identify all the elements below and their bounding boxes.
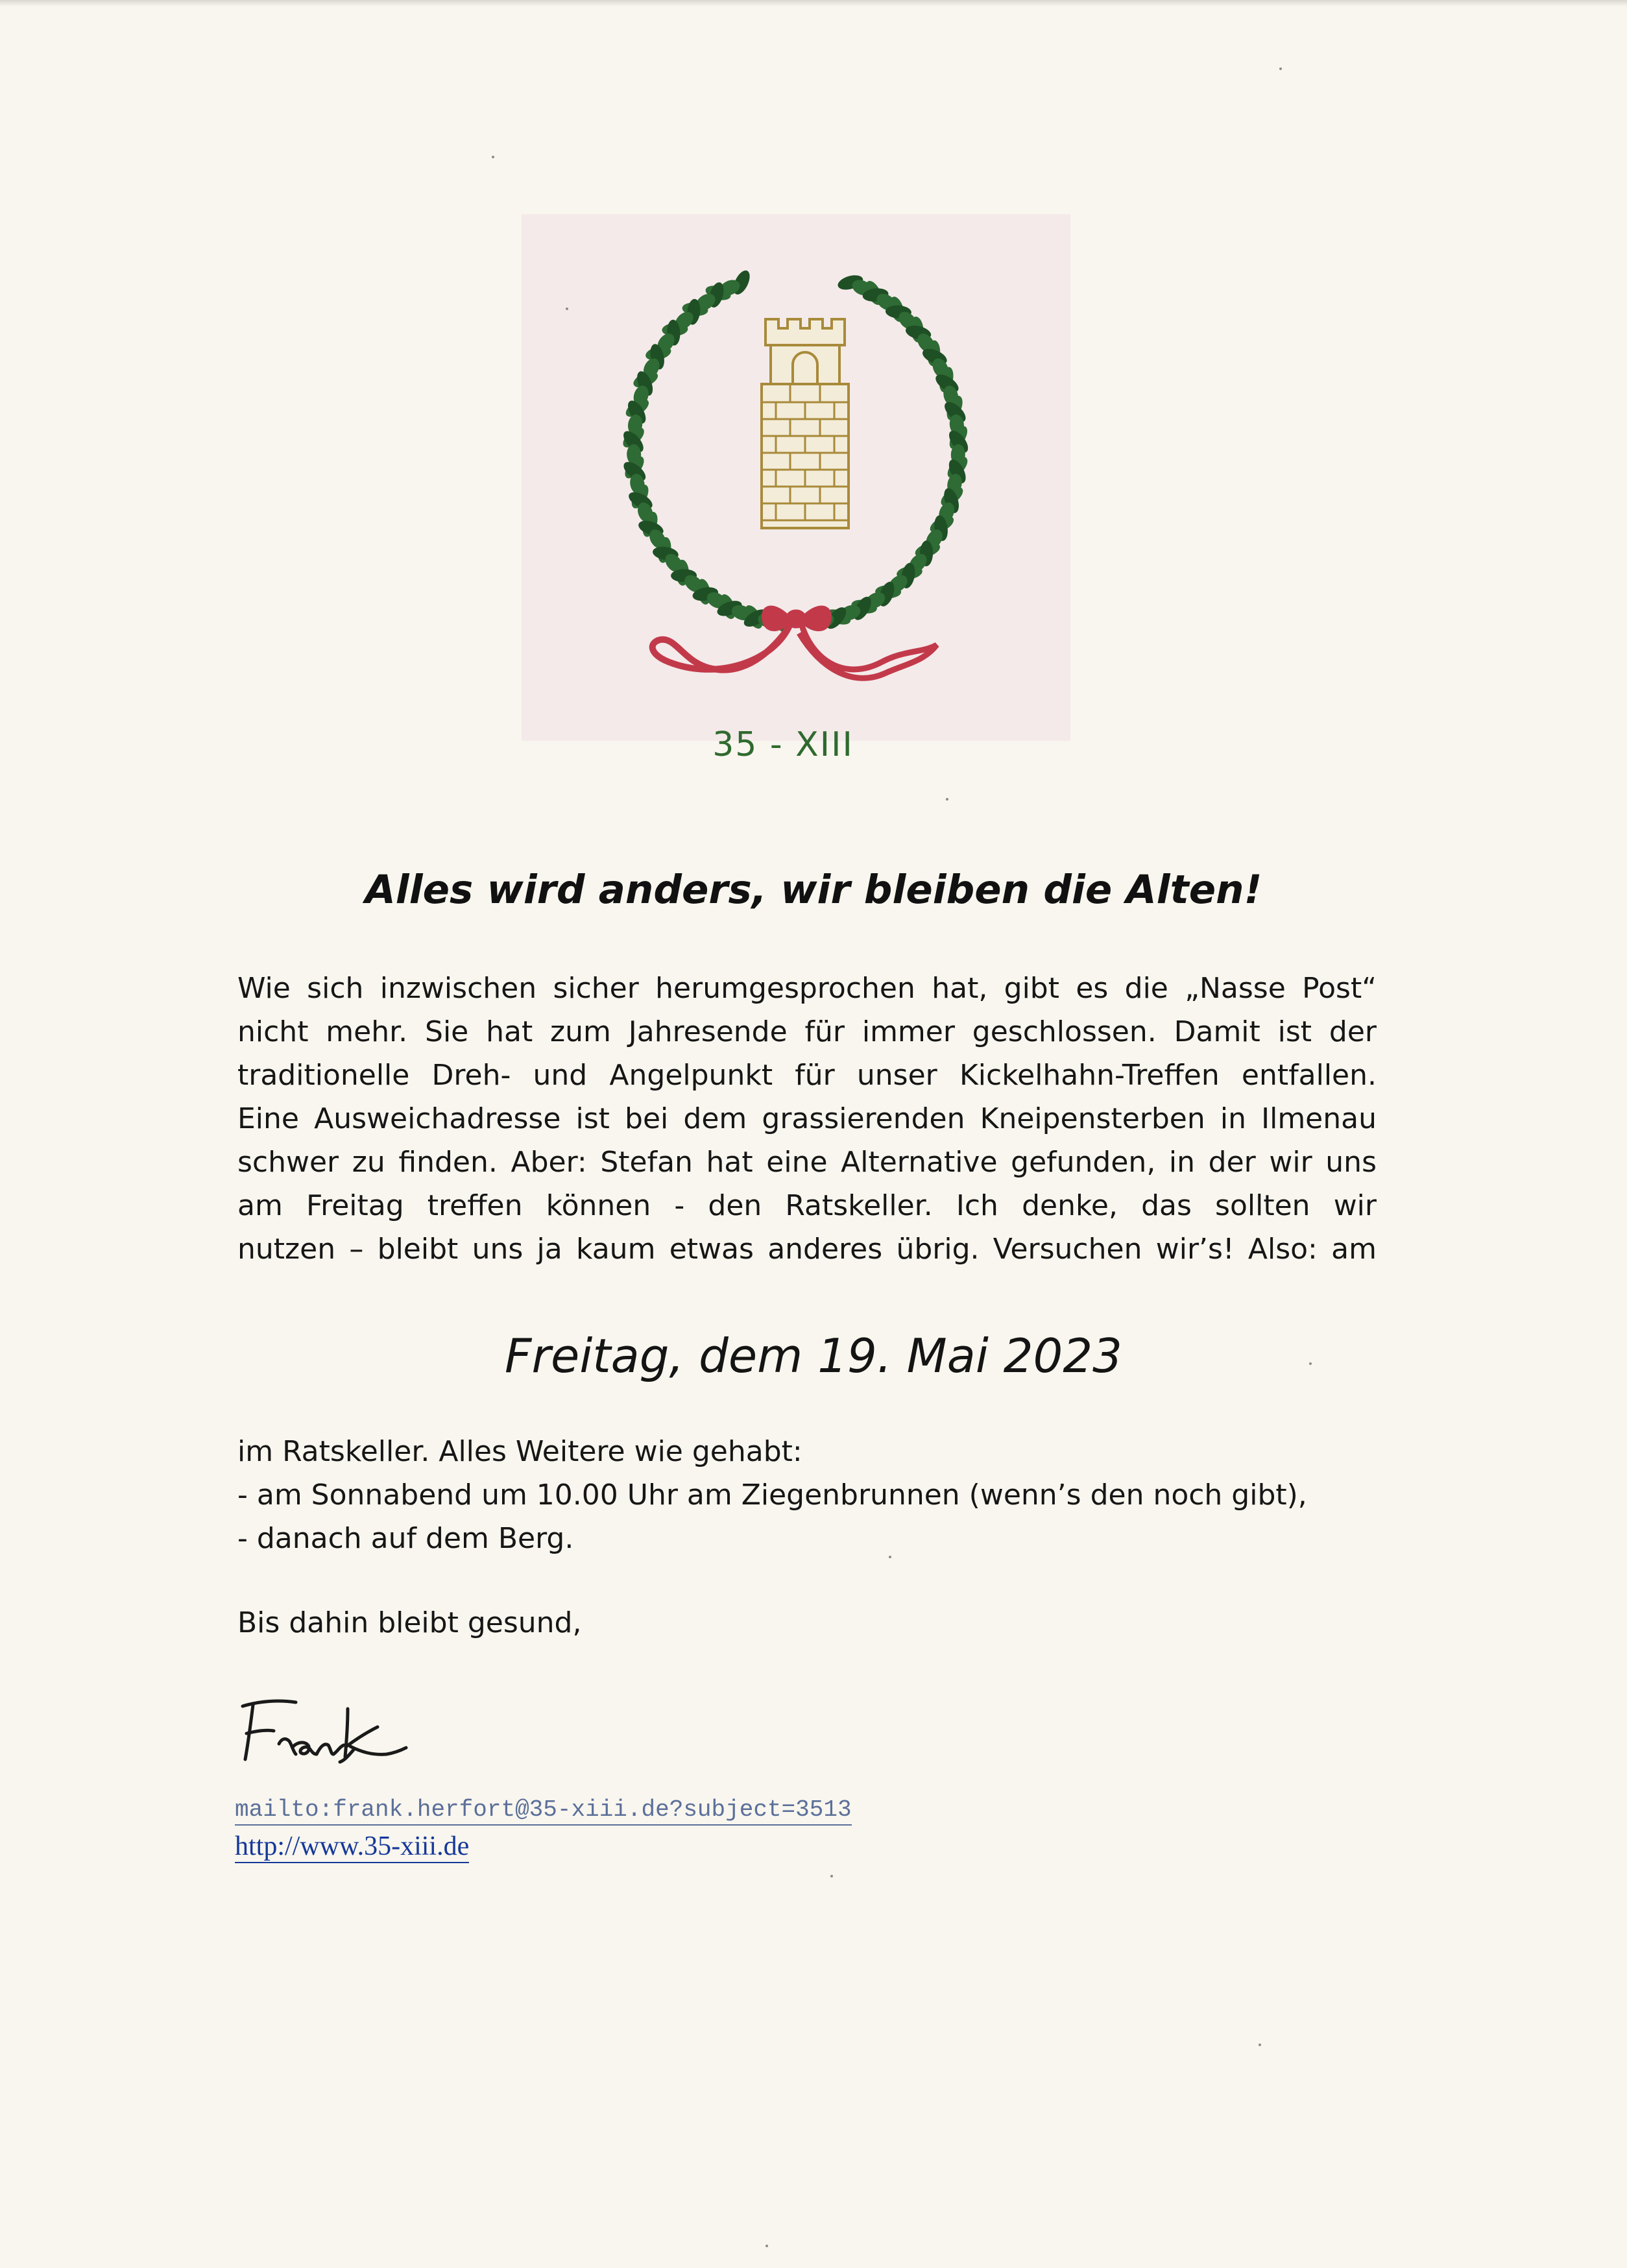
scan-speck [1309, 1362, 1312, 1365]
scan-speck [1279, 67, 1282, 70]
wreath-tower-emblem [522, 214, 1070, 741]
meeting-date: Freitag, dem 19. Mai 2023 [505, 1329, 1122, 1383]
paragraph-line: traditionelle Dreh- und Angelpunkt für unser Kickelhahn-Treffen entfallen. [237, 1059, 1377, 1092]
paragraph-line: nicht mehr. Sie hat zum Jahresende für immer geschlossen. Damit ist der [237, 1015, 1377, 1048]
paragraph-line: am Freitag treffen können - den Ratskeller. Ich denke, das sollten wir [237, 1189, 1377, 1222]
tower-icon [762, 319, 849, 528]
scan-speck [765, 2245, 768, 2247]
details-line: im Ratskeller. Alles Weitere wie gehabt: [237, 1435, 802, 1468]
scan-speck [1259, 2044, 1261, 2046]
closing-greeting: Bis dahin bleibt gesund, [237, 1606, 582, 1639]
scan-speck [492, 156, 494, 158]
paper-top-edge [0, 0, 1627, 6]
scan-speck [946, 798, 948, 801]
paragraph-line: Wie sich inzwischen sicher herumgesprochen hat, gibt es die „Nasse Post“ [237, 972, 1377, 1005]
scan-speck [830, 1875, 833, 1877]
details-line: - danach auf dem Berg. [237, 1522, 574, 1555]
handwritten-signature [234, 1687, 422, 1771]
scan-speck [566, 308, 568, 310]
details-block [237, 1430, 1377, 1560]
red-ribbon-icon [653, 607, 937, 678]
scan-speck [889, 1556, 891, 1558]
paragraph-line: Eine Ausweichadresse ist bei dem grassierenden Kneipensterben in Ilmenau [237, 1102, 1377, 1135]
paragraph-line: nutzen – bleibt uns ja kaum etwas anderes übrig. Versuchen wir’s! Also: am [237, 1233, 1377, 1266]
details-line: - am Sonnabend um 10.00 Uhr am Ziegenbrunnen (wenn’s den noch gibt), [237, 1478, 1307, 1512]
paragraph-line: schwer zu finden. Aber: Stefan hat eine Alternative gefunden, in der wir uns [237, 1146, 1377, 1179]
emblem-caption: 35 - XIII [712, 725, 854, 764]
website-link[interactable]: http://www.35-xiii.de [235, 1831, 469, 1863]
headline: Alles wird anders, wir bleiben die Alten! [365, 867, 1262, 913]
mailto-link[interactable]: mailto:frank.herfort@35-xiii.de?subject=3513 [235, 1796, 852, 1826]
intro-paragraph [237, 967, 1377, 1271]
